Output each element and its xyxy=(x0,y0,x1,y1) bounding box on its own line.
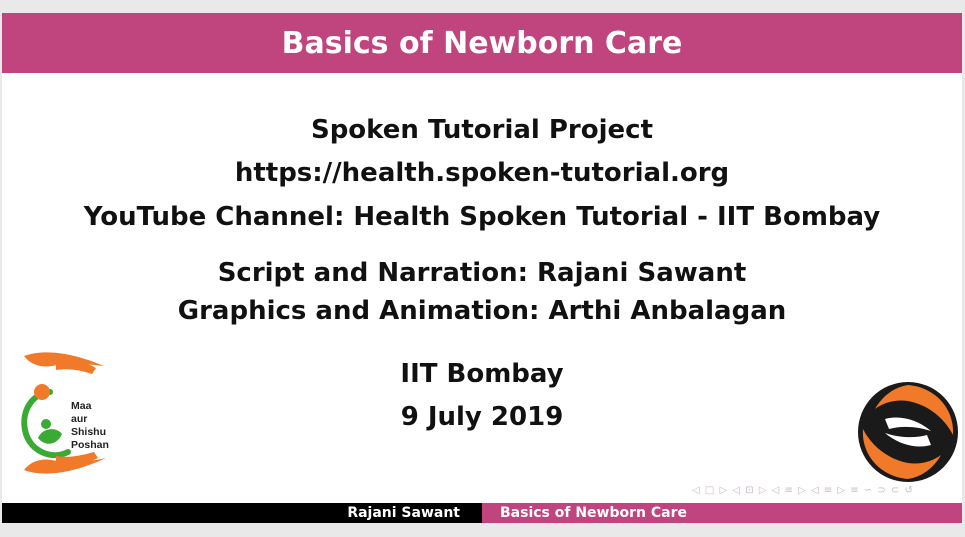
logo-text-line: Poshan xyxy=(71,439,109,451)
spoken-tutorial-logo-graphic xyxy=(855,379,961,485)
script-credit: Script and Narration: Rajani Sawant xyxy=(217,258,747,288)
institute: IIT Bombay xyxy=(400,359,564,389)
youtube-channel: YouTube Channel: Health Spoken Tutorial - IIT Bombay xyxy=(83,202,881,232)
footer-author: Rajani Sawant xyxy=(2,503,482,523)
project-url: https://health.spoken-tutorial.org xyxy=(234,158,730,188)
beamer-navigation-icons[interactable]: ◁ □ ▷ ◁ ⊡ ▷ ◁ ≡ ▷ ◁ ≡ ▷ ≡ ∽ ⊃ ⊂ ↺ xyxy=(692,485,914,496)
graphics-credit: Graphics and Animation: Arthi Anbalagan xyxy=(177,296,787,326)
spoken-tutorial-logo xyxy=(855,379,961,485)
logo-text-line: aur xyxy=(71,413,88,425)
slide xyxy=(2,13,962,523)
mother-child-logo xyxy=(16,348,116,478)
date: 9 July 2019 xyxy=(400,402,564,432)
project-name: Spoken Tutorial Project xyxy=(310,115,654,145)
logo-text-line: Shishu xyxy=(71,426,107,438)
logo-text-line: Maa xyxy=(71,400,92,412)
footer xyxy=(2,503,962,523)
slide-title: Basics of Newborn Care xyxy=(2,13,962,73)
footer-title: Basics of Newborn Care xyxy=(482,503,962,523)
mother-child-logo-graphic xyxy=(16,348,116,478)
